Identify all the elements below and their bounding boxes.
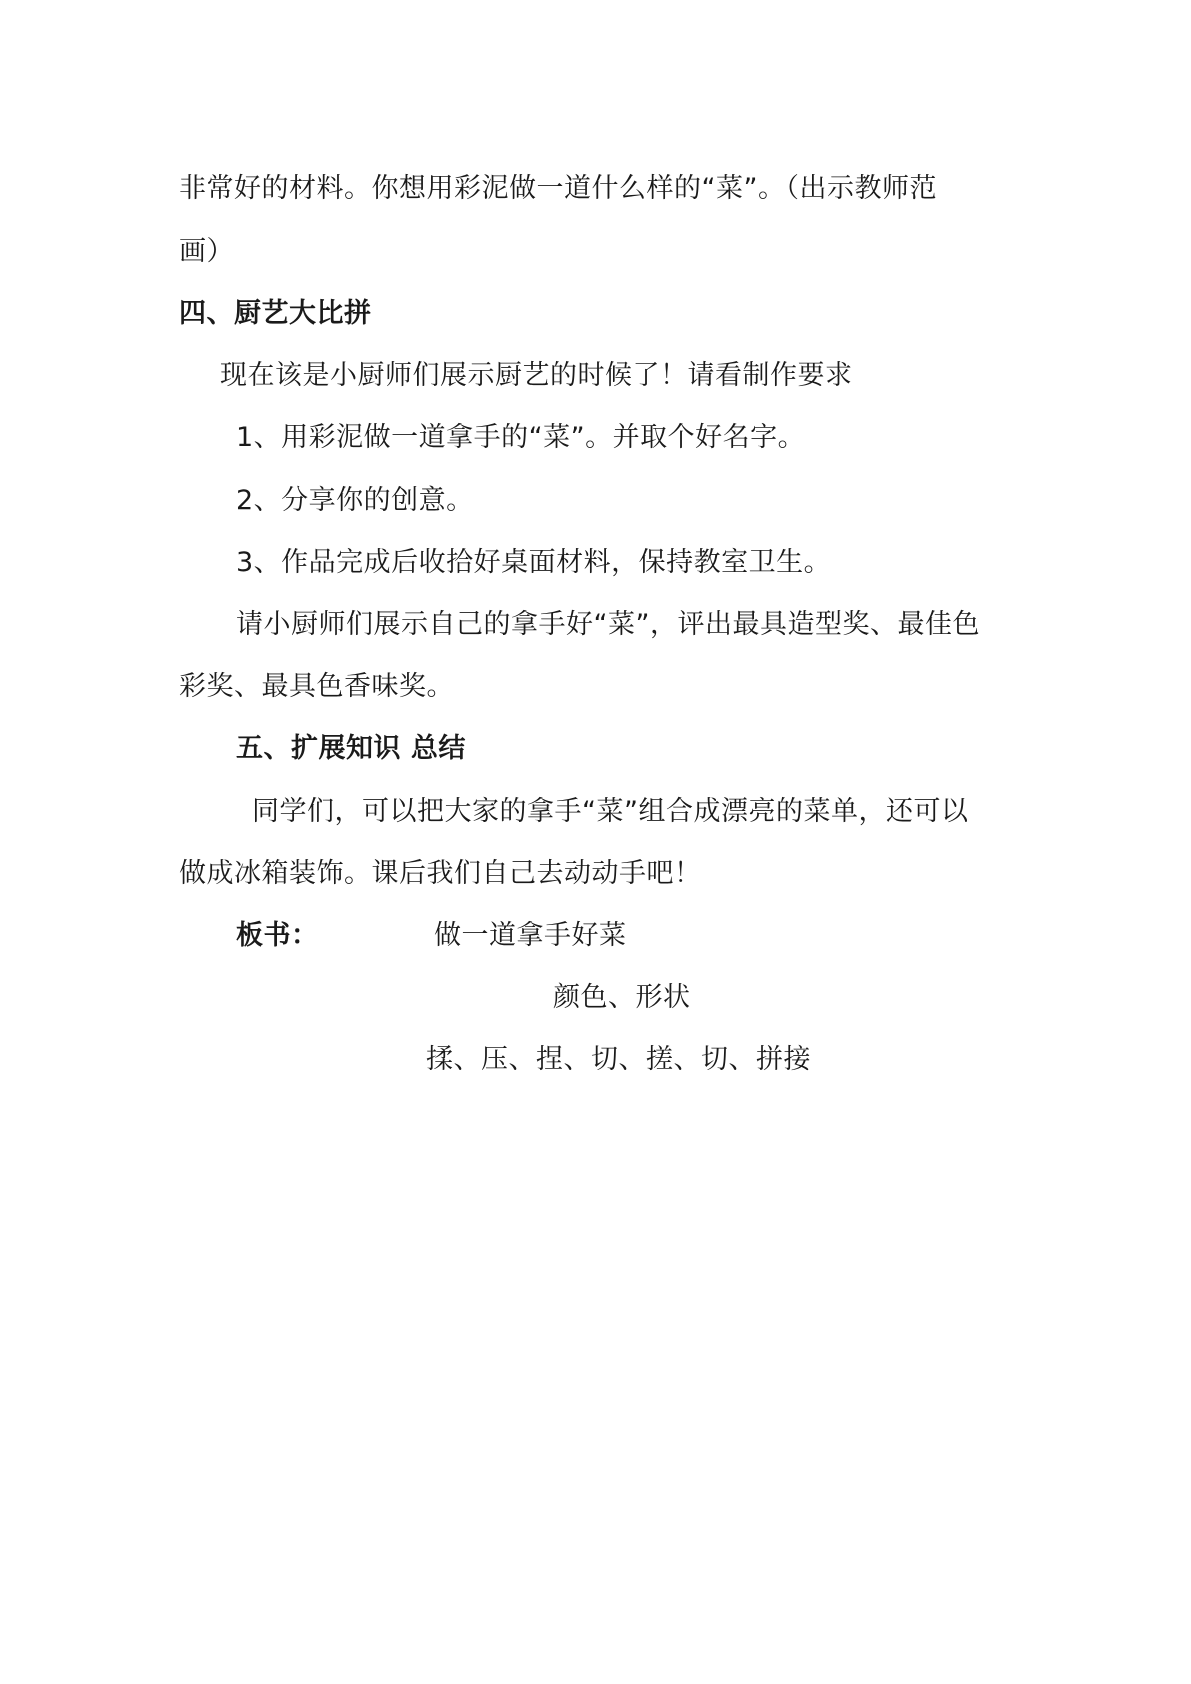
blackboard-line-2: 颜色、形状 [553,982,691,1013]
blackboard-title: 做一道拿手好菜 [434,920,627,951]
blackboard-label: 板书： [236,920,319,951]
requirement-item-2: 2、分享你的创意。 [236,485,474,516]
awards-line-1: 请小厨师们展示自己的拿手好“菜”，评出最具造型奖、最佳色 [236,609,980,640]
section-5-line-2: 做成冰箱装饰。课后我们自己去动动手吧！ [179,858,702,889]
intro-line-2: 画） [179,236,234,267]
blackboard-line-3: 揉、压、捏、切、搓、切、拼接 [426,1044,811,1075]
awards-line-2: 彩奖、最具色香味奖。 [179,671,454,702]
section-5-line-1: 同学们，可以把大家的拿手“菜”组合成漂亮的菜单，还可以 [252,796,969,827]
section-4-heading: 四、厨艺大比拼 [179,298,372,329]
requirement-item-3: 3、作品完成后收拾好桌面材料，保持教室卫生。 [236,547,832,578]
requirement-item-1: 1、用彩泥做一道拿手的“菜”。并取个好名字。 [236,422,806,453]
intro-line-1: 非常好的材料。你想用彩泥做一道什么样的“菜”。（出示教师范 [179,173,937,204]
section-5-heading: 五、扩展知识 总结 [236,733,466,764]
section-4-lead: 现在该是小厨师们展示厨艺的时候了！请看制作要求 [220,360,853,391]
